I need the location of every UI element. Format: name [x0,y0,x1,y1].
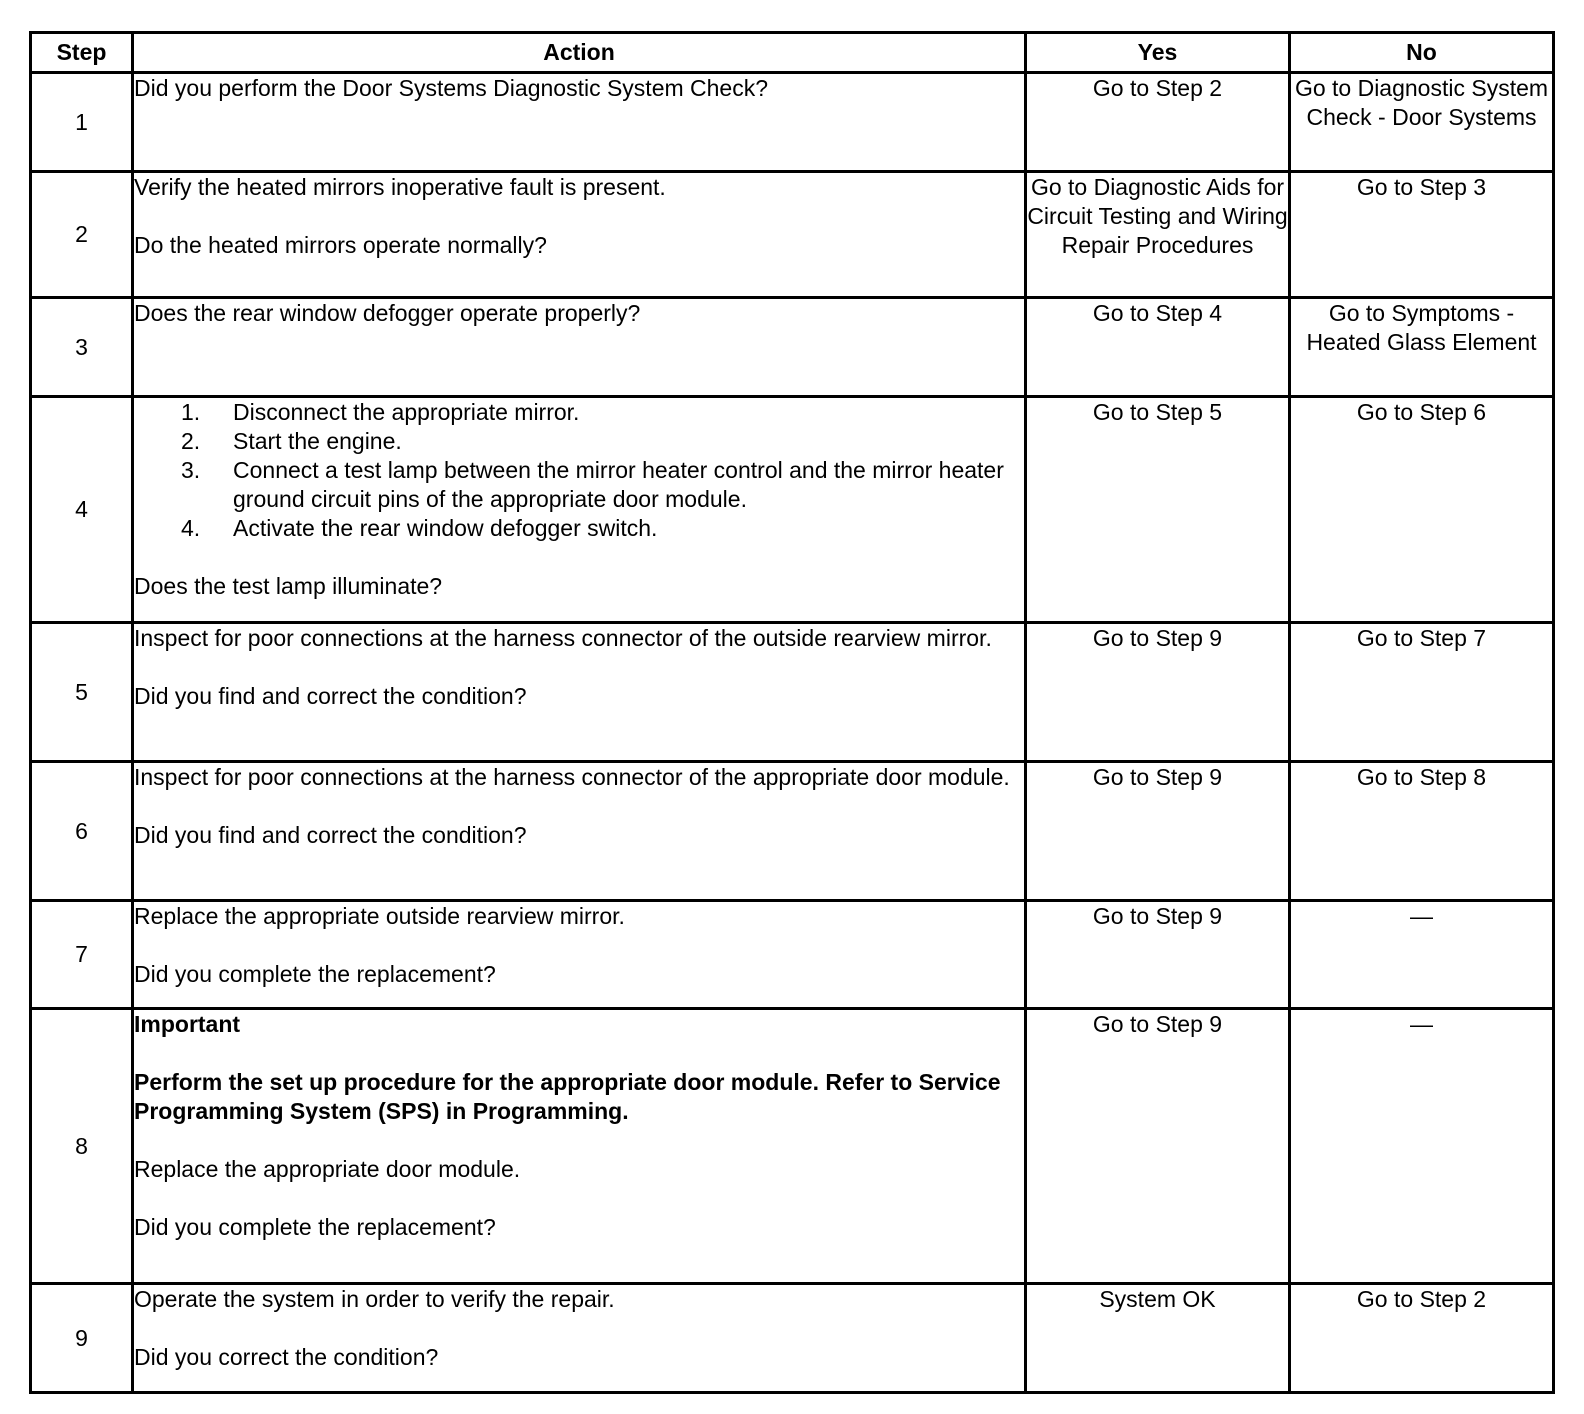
step-number: 3 [31,298,133,397]
substep-list [134,398,1024,543]
action-cell [133,1009,1026,1284]
action-question: Did you complete the replacement? [134,961,496,987]
no-cell [1290,397,1554,623]
header-yes: Yes [1026,33,1290,73]
table-row [31,623,1554,762]
yes-result: System OK [1099,1286,1216,1312]
yes-cell [1026,298,1290,397]
step-number: 7 [31,901,133,1009]
step-number: 1 [31,73,133,172]
table-row [31,172,1554,298]
action-question: Did you perform the Door Systems Diagnostic System Check? [134,75,769,101]
step-number: 2 [31,172,133,298]
substep [181,427,1024,456]
header-action: Action [133,33,1026,73]
no-result: Go to Diagnostic System Check - Door Systems [1294,75,1549,130]
table-row [31,397,1554,623]
header-step: Step [31,33,133,73]
no-cell [1290,1009,1554,1284]
substep [181,398,1024,427]
substep-number: 3. [181,457,201,483]
action-question: Do the heated mirrors operate normally? [134,232,547,258]
no-cell [1290,172,1554,298]
substep-number: 4. [181,515,201,541]
no-result: Go to Step 2 [1356,1286,1487,1312]
table-row [31,901,1554,1009]
action-cell [133,397,1026,623]
table-row [31,1284,1554,1393]
diagnostic-table [29,31,1555,1394]
no-cell [1290,73,1554,172]
action-question: Did you find and correct the condition? [134,822,527,848]
substep-text: Activate the rear window defogger switch. [233,515,658,541]
action-question: Does the rear window defogger operate properly? [134,300,641,326]
action-question: Did you find and correct the condition? [134,683,527,709]
no-result: Go to Step 7 [1356,625,1487,651]
substep-text: Disconnect the appropriate mirror. [233,399,580,425]
substep-text: Start the engine. [233,428,402,454]
yes-cell [1026,1284,1290,1393]
action-instruction: Inspect for poor connections at the harness connector of the appropriate door module. [134,764,1010,790]
header-no: No [1290,33,1554,73]
yes-result: Go to Diagnostic Aids for Circuit Testing and Wiring Repair Procedures [1027,174,1288,258]
action-cell [133,298,1026,397]
no-result: — [1410,903,1433,929]
no-result: Go to Symptoms - Heated Glass Element [1306,300,1537,355]
substep [181,456,1024,514]
yes-result: Go to Step 5 [1092,399,1223,425]
yes-result: Go to Step 9 [1092,764,1223,790]
table-row [31,1009,1554,1284]
no-cell [1290,623,1554,762]
action-instruction: Replace the appropriate outside rearview mirror. [134,903,625,929]
substep-number: 2. [181,428,201,454]
yes-result: Go to Step 9 [1092,1011,1223,1037]
action-cell [133,1284,1026,1393]
no-result: Go to Step 8 [1356,764,1487,790]
action-instruction: Operate the system in order to verify the repair. [134,1286,615,1312]
important-title: Important [134,1011,241,1037]
step-number: 5 [31,623,133,762]
yes-cell [1026,1009,1290,1284]
action-cell [133,901,1026,1009]
table-row [31,762,1554,901]
header-row [31,33,1554,73]
yes-result: Go to Step 9 [1092,903,1223,929]
step-number: 9 [31,1284,133,1393]
yes-result: Go to Step 2 [1092,75,1223,101]
table-row [31,73,1554,172]
table-row [31,298,1554,397]
substep [181,514,1024,543]
substep-number: 1. [181,399,201,425]
action-cell [133,172,1026,298]
yes-cell [1026,172,1290,298]
action-cell [133,73,1026,172]
yes-cell [1026,762,1290,901]
important-text: Perform the set up procedure for the appropriate door module. Refer to Service Programming System (SPS) in Programming. [134,1069,1001,1124]
yes-result: Go to Step 9 [1092,625,1223,651]
action-cell [133,623,1026,762]
step-number: 8 [31,1009,133,1284]
no-result: Go to Step 6 [1356,399,1487,425]
yes-cell [1026,73,1290,172]
action-question: Did you correct the condition? [134,1344,439,1370]
no-result: — [1410,1011,1433,1037]
no-cell [1290,298,1554,397]
action-question: Did you complete the replacement? [134,1214,496,1240]
action-cell [133,762,1026,901]
action-instruction: Verify the heated mirrors inoperative fault is present. [134,174,666,200]
substep-text: Connect a test lamp between the mirror heater control and the mirror heater ground circuit pins of the appropriate door module. [233,457,1004,512]
no-cell [1290,901,1554,1009]
action-instruction: Inspect for poor connections at the harness connector of the outside rearview mirror. [134,625,992,651]
step-number: 6 [31,762,133,901]
yes-cell [1026,901,1290,1009]
no-result: Go to Step 3 [1356,174,1487,200]
no-cell [1290,762,1554,901]
action-instruction: Replace the appropriate door module. [134,1156,521,1182]
action-question: Does the test lamp illuminate? [134,573,443,599]
step-number: 4 [31,397,133,623]
no-cell [1290,1284,1554,1393]
yes-cell [1026,397,1290,623]
yes-result: Go to Step 4 [1092,300,1223,326]
yes-cell [1026,623,1290,762]
